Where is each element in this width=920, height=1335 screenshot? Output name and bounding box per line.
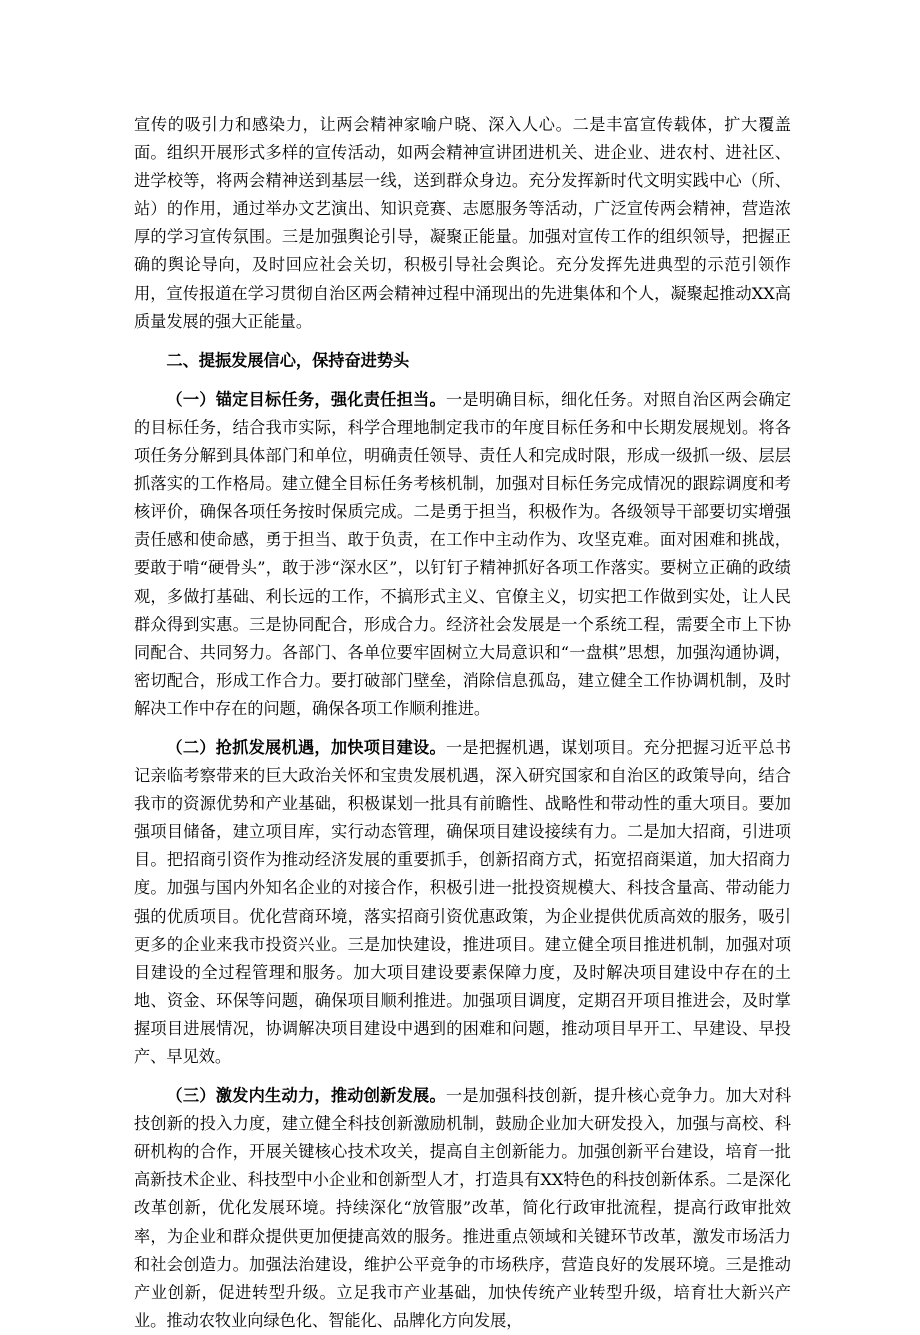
subsection-1-body: 一是明确目标，细化任务。对照自治区两会确定的目标任务，结合我市实际，科学合理地制定我市的年度目标任务和中长期发展规划。将各项任务分解到具体部门和单位，明确责任领导、责任人和完成时限，形成一级抓一级、层层抓落实的工作格局。建立健全目标任务考核机制，加强对目标任务完成情况的跟踪调度和考核评价，确保各项任务按时保质完成。二是勇于担当，积极作为。各级领导干部要切实增强责任感和使命感，勇于担当、敢于负责，在工作中主动作为、攻坚克难。面对困难和挑战，要敢于啃“硬骨头”，敢于涉“深水区”，以钉钉子精神抓好各项工作落实。要树立正确的政绩观，多做打基础、利长远的工作，不搞形式主义、官僚主义，切实把工作做到实处，让人民群众得到实惠。三是协同配合，形成合力。经济社会发展是一个系统工程，需要全市上下协同配合、共同努力。各部门、各单位要牢固树立大局意识和“一盘棋”思想，加强沟通协调，密切配合，形成工作合力。要打破部门壁垒，消除信息孤岛，建立健全工作协调机制，及时解决工作中存在的问题，确保各项工作顺利推进。 (134, 389, 792, 718)
subsection-2-body: 一是把握机遇，谋划项目。充分把握习近平总书记亲临考察带来的巨大政治关怀和宝贵发展机遇，深入研究国家和自治区的政策导向，结合我市的资源优势和产业基础，积极谋划一批具有前瞻性、战略性和带动性的重大项目。要加强项目储备，建立项目库，实行动态管理，确保项目建设接续有力。二是加大招商，引进项目。把招商引资作为推动经济发展的重要抓手，创新招商方式，拓宽招商渠道，加大招商力度。加强与国内外知名企业的对接合作，积极引进一批投资规模大、科技含量高、带动能力强的优质项目。优化营商环境，落实招商引资优惠政策，为企业提供优质高效的服务，吸引更多的企业来我市投资兴业。三是加快建设，推进项目。建立健全项目推进机制，加强对项目建设的全过程管理和服务。加大项目建设要素保障力度，及时解决项目建设中存在的土地、资金、环保等问题，确保项目顺利推进。加强项目调度，定期召开项目推进会，及时掌握项目进展情况，协调解决项目建设中遇到的困难和问题，推动项目早开工、早建设、早投产、早见效。 (134, 737, 792, 1066)
subsection-3-heading: （三）激发内生动力，推动创新发展。 (166, 1086, 446, 1106)
subsection-3 (134, 1082, 791, 1335)
subsection-1 (134, 386, 791, 723)
subsection-2-heading: （二）抢抓发展机遇，加快项目建设。 (166, 737, 446, 757)
paragraph-continued: 宣传的吸引力和感染力，让两会精神家喻户晓、深入人心。二是丰富宣传载体，扩大覆盖面。组织开展形式多样的宣传活动，如两会精神宣讲团进机关、进企业、进农村、进社区、进学校等，将两会精神送到基层一线，送到群众身边。充分发挥新时代文明实践中心（所、站）的作用，通过举办文艺演出、知识竞赛、志愿服务等活动，广泛宣传两会精神，营造浓厚的学习宣传氛围。三是加强舆论引导，凝聚正能量。加强对宣传工作的组织领导，把握正确的舆论导向，及时回应社会关切，积极引导社会舆论。充分发挥先进典型的示范引领作用，宣传报道在学习贯彻自治区两会精神过程中涌现出的先进集体和个人，凝聚起推动XX高质量发展的强大正能量。 (134, 115, 791, 331)
subsection-3-body: 一是加强科技创新，提升核心竞争力。加大对科技创新的投入力度，建立健全科技创新激励机制，鼓励企业加大研发投入，加强与高校、科研机构的合作，开展关键核心技术攻关，提高自主创新能力。加强创新平台建设，培育一批高新技术企业、科技型中小企业和创新型人才，打造具有XX特色的科技创新体系。二是深化改革创新，优化发展环境。持续深化“放管服”改革，简化行政审批流程，提高行政审批效率，为企业和群众提供更加便捷高效的服务。推进重点领域和关键环节改革，激发市场活力和社会创造力。加强法治建设，维护公平竞争的市场秩序，营造良好的发展环境。三是推动产业创新，促进转型升级。立足我市产业基础，加快传统产业转型升级，培育壮大新兴产业。推动农牧业向绿色化、智能化、品牌化方向发展， (134, 1086, 792, 1330)
subsection-2 (134, 734, 791, 1071)
section-heading: 二、提振发展信心，保持奋进势头 (166, 350, 410, 370)
subsection-1-heading: （一）锚定目标任务，强化责任担当。 (166, 389, 446, 409)
document-page (134, 111, 791, 1335)
